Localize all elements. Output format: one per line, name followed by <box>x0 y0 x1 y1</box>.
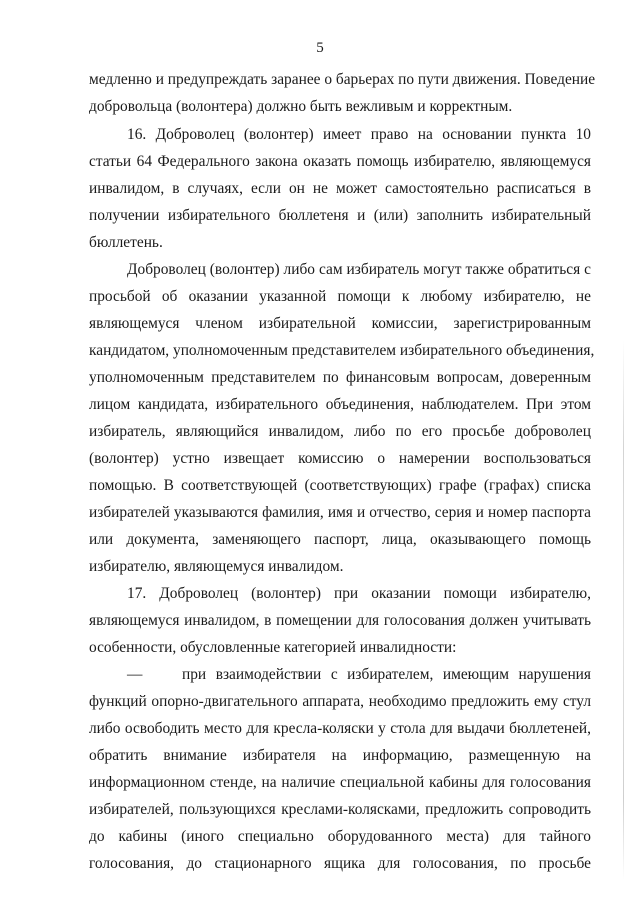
text-line: являющемуся членом избирательной комиссии, зарегистрированным <box>89 315 591 332</box>
text-line: функций опорно-двигательного аппарата, необходимо предложить ему стул <box>89 693 591 710</box>
text-line: избирателей, пользующихся креслами-колясками, предложить сопроводить <box>89 801 591 818</box>
text-line: уполномоченным представителем по финансовым вопросам, доверенным <box>89 369 591 386</box>
text-line: при взаимодействии с избирателем, имеющим нарушения <box>182 666 591 683</box>
page-number: 5 <box>316 40 324 56</box>
list-dash: — <box>127 666 143 683</box>
text-line: избирателю, являющемуся инвалидом. <box>89 558 344 575</box>
text-line: лицом кандидата, избирательного объединения, наблюдателем. При этом <box>89 396 591 413</box>
text-line: либо освободить место для кресла-коляски у стола для выдачи бюллетеней, <box>89 720 591 737</box>
text-line: или документа, заменяющего паспорт, лица, оказывающего помощь <box>89 531 591 548</box>
text-line: медленно и предупреждать заранее о барьерах по пути движения. Поведение <box>89 71 596 88</box>
text-line: получении избирательного бюллетеня и (или) заполнить избирательный <box>89 207 591 224</box>
text-line: до кабины (иного специально оборудованного места) для тайного <box>89 828 591 845</box>
text-line: избирателей указываются фамилия, имя и отчество, серия и номер паспорта <box>89 504 591 521</box>
text-line: просьбой об оказании указанной помощи к любому избирателю, не <box>89 288 591 305</box>
text-line: (волонтер) устно извещает комиссию о намерении воспользоваться <box>89 450 591 467</box>
text-line: кандидатом, уполномоченным представителем избирательного объединения, <box>89 342 595 359</box>
text-line: помощью. В соответствующей (соответствующих) графе (графах) списка <box>89 477 591 494</box>
text-line: информационном стенде, на наличие специальной кабины для голосования <box>89 774 591 791</box>
text-line: 17. Доброволец (волонтер) при оказании помощи избирателю, <box>127 585 591 602</box>
text-line: избиратель, являющийся инвалидом, либо по его просьбе доброволец <box>89 423 591 440</box>
text-line: Доброволец (волонтер) либо сам избиратель могут также обратиться с <box>127 261 591 278</box>
text-line: голосования, до стационарного ящика для голосования, по просьбе <box>89 855 591 872</box>
text-line: инвалидом, в случаях, если он не может самостоятельно расписаться в <box>89 180 591 197</box>
text-line: бюллетень. <box>89 234 163 251</box>
text-line: являющемуся инвалидом, в помещении для голосования должен учитывать <box>89 612 591 629</box>
scan-edge-mark <box>623 340 624 880</box>
text-line: добровольца (волонтера) должно быть вежливым и корректным. <box>89 98 513 115</box>
text-line: статьи 64 Федерального закона оказать помощь избирателю, являющемуся <box>89 153 591 170</box>
text-line: обратить внимание избирателя на информацию, размещенную на <box>89 747 591 764</box>
text-line: особенности, обусловленные категорией инвалидности: <box>89 639 457 656</box>
text-line: 16. Доброволец (волонтер) имеет право на основании пункта 10 <box>127 126 591 143</box>
